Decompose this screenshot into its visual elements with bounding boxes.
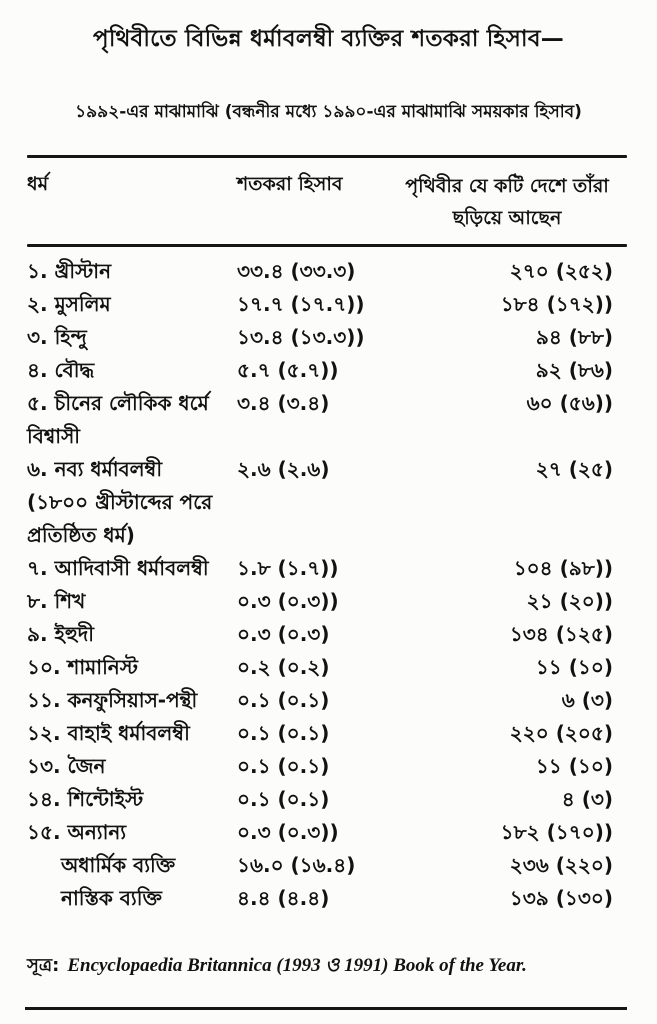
table-row: [27, 717, 627, 750]
table-row: [27, 849, 627, 882]
religion-cell: ৫. চীনের লৌকিক ধর্মে: [27, 391, 209, 415]
percent-cell: ১৬.০ (১৬.৪): [237, 853, 356, 877]
percent-cell: ৩৩.৪ (৩৩.৩): [237, 259, 356, 283]
countries-cell: ১৩৪ (১২৫): [509, 622, 613, 646]
table-row: [27, 783, 627, 816]
religion-cell: ৮. শিখ: [27, 589, 86, 613]
table-row: [27, 651, 627, 684]
countries-cell: ১৩৯ (১৩০): [509, 886, 613, 910]
table-row: [27, 618, 627, 651]
table-row: [27, 453, 627, 486]
religion-cell: ১৩. জৈন: [27, 754, 106, 778]
religion-cell: অধার্মিক ব্যক্তি: [61, 853, 176, 877]
percent-cell: ১৭.৭ (১৭.৭)): [237, 292, 365, 316]
percent-cell: ৩.৪ (৩.৪): [237, 391, 330, 415]
page-subtitle: ১৯৯২-এর মাঝামাঝি (বন্ধনীর মধ্যে ১৯৯০-এর মাঝামাঝি সময়কার হিসাব): [75, 102, 582, 122]
column-header-countries-line1: পৃথিবীর যে কটি দেশে তাঁরা: [405, 175, 609, 197]
religion-cell: ১১. কনফুসিয়াস-পন্থী: [27, 688, 198, 712]
percent-cell: ০.১ (০.১): [237, 688, 330, 712]
countries-cell: ১১ (১০): [535, 655, 613, 679]
percent-cell: ০.২ (০.২): [237, 655, 330, 679]
religion-cell: ৩. হিন্দু: [27, 325, 87, 349]
table-row: [27, 387, 627, 420]
column-header-countries: [387, 170, 627, 234]
percent-cell: ০.৩ (০.৩)): [237, 820, 339, 844]
countries-cell: ১৮৪ (১৭২)): [500, 292, 613, 316]
source-note: [27, 951, 627, 983]
religion-cell: ৬. নব্য ধর্মাবলম্বী: [27, 457, 163, 481]
percent-cell: ০.৩ (০.৩)): [237, 589, 339, 613]
religion-cell: ১. খ্রীস্টান: [27, 259, 112, 283]
religion-cell: ৪. বৌদ্ধ: [27, 358, 95, 382]
religion-cell: ১৫. অন্যান্য: [27, 820, 127, 844]
countries-cell: ২১ (২০)): [526, 589, 613, 613]
religion-cell: ৭. আদিবাসী ধর্মাবলম্বী: [27, 556, 209, 580]
table-row: [27, 750, 627, 783]
countries-cell: ২৭০ (২৫২): [509, 259, 613, 283]
percent-cell: ০.১ (০.১): [237, 721, 330, 745]
percent-cell: ০.১ (০.১): [237, 754, 330, 778]
religion-cell: ৯. ইহুদী: [27, 622, 94, 646]
row-continuation-line: বিশ্বাসী: [27, 424, 81, 448]
countries-cell: ১৮২ (১৭০)): [500, 820, 613, 844]
religion-cell: নাস্তিক ব্যক্তি: [61, 886, 162, 910]
percent-cell: ১৩.৪ (১৩.৩)): [237, 325, 365, 349]
percent-cell: ০.৩ (০.৩): [237, 622, 330, 646]
percent-cell: ৫.৭ (৫.৭)): [237, 358, 339, 382]
table-row: [27, 288, 627, 321]
column-header-religion: ধর্ম: [27, 173, 49, 195]
countries-cell: ৯২ (৮৬): [535, 358, 613, 382]
countries-cell: ২২০ (২০৫): [509, 721, 613, 745]
religion-cell: ২. মুসলিম: [27, 292, 111, 316]
religion-cell: ১৪. শিন্টোইস্ট: [27, 787, 144, 811]
page-title: পৃথিবীতে বিভিন্ন ধর্মাবলম্বী ব্যক্তির শতকরা হিসাব—: [93, 26, 564, 52]
column-header-percent: শতকরা হিসাব: [237, 173, 343, 195]
percent-cell: ১.৮ (১.৭)): [237, 556, 339, 580]
countries-cell: ২৩৬ (২২০): [509, 853, 613, 877]
table-row: [27, 882, 627, 915]
countries-cell: ৪ (৩): [561, 787, 613, 811]
percent-cell: ২.৬ (২.৬): [237, 457, 330, 481]
table-row: [27, 816, 627, 849]
percent-cell: ০.১ (০.১): [237, 787, 330, 811]
religion-table: [27, 155, 627, 921]
countries-cell: ১১ (১০): [535, 754, 613, 778]
countries-cell: ১০৪ (৯৮)): [513, 556, 613, 580]
countries-cell: ২৭ (২৫): [535, 457, 613, 481]
religion-cell: ১২. বাহাই ধর্মাবলম্বী: [27, 721, 190, 745]
table-row: [27, 321, 627, 354]
row-continuation-line: (১৮০০ খ্রীস্টাব্দের পরে: [27, 490, 213, 514]
table-row: [27, 255, 627, 288]
table-row: [27, 684, 627, 717]
percent-cell: ৪.৪ (৪.৪): [237, 886, 330, 910]
table-body: [27, 247, 627, 921]
countries-cell: ৬০ (৫৬)): [526, 391, 613, 415]
row-continuation-line: প্রতিষ্ঠিত ধর্ম): [27, 523, 135, 547]
religion-cell: ১০. শামানিস্ট: [27, 655, 138, 679]
countries-cell: ৬ (৩): [561, 688, 613, 712]
column-header-countries-line2: ছড়িয়ে আছেন: [452, 207, 562, 229]
table-row: [27, 585, 627, 618]
source-text: Encyclopaedia Britannica (1993 ও 1991) Book of the Year.: [67, 955, 527, 976]
table-row: [27, 552, 627, 585]
page-bottom-rule: [25, 1007, 627, 1010]
table-header-row: [27, 158, 627, 244]
countries-cell: ৯৪ (৮৮): [535, 325, 613, 349]
source-label: সূত্র:: [27, 955, 60, 976]
table-row: [27, 354, 627, 387]
